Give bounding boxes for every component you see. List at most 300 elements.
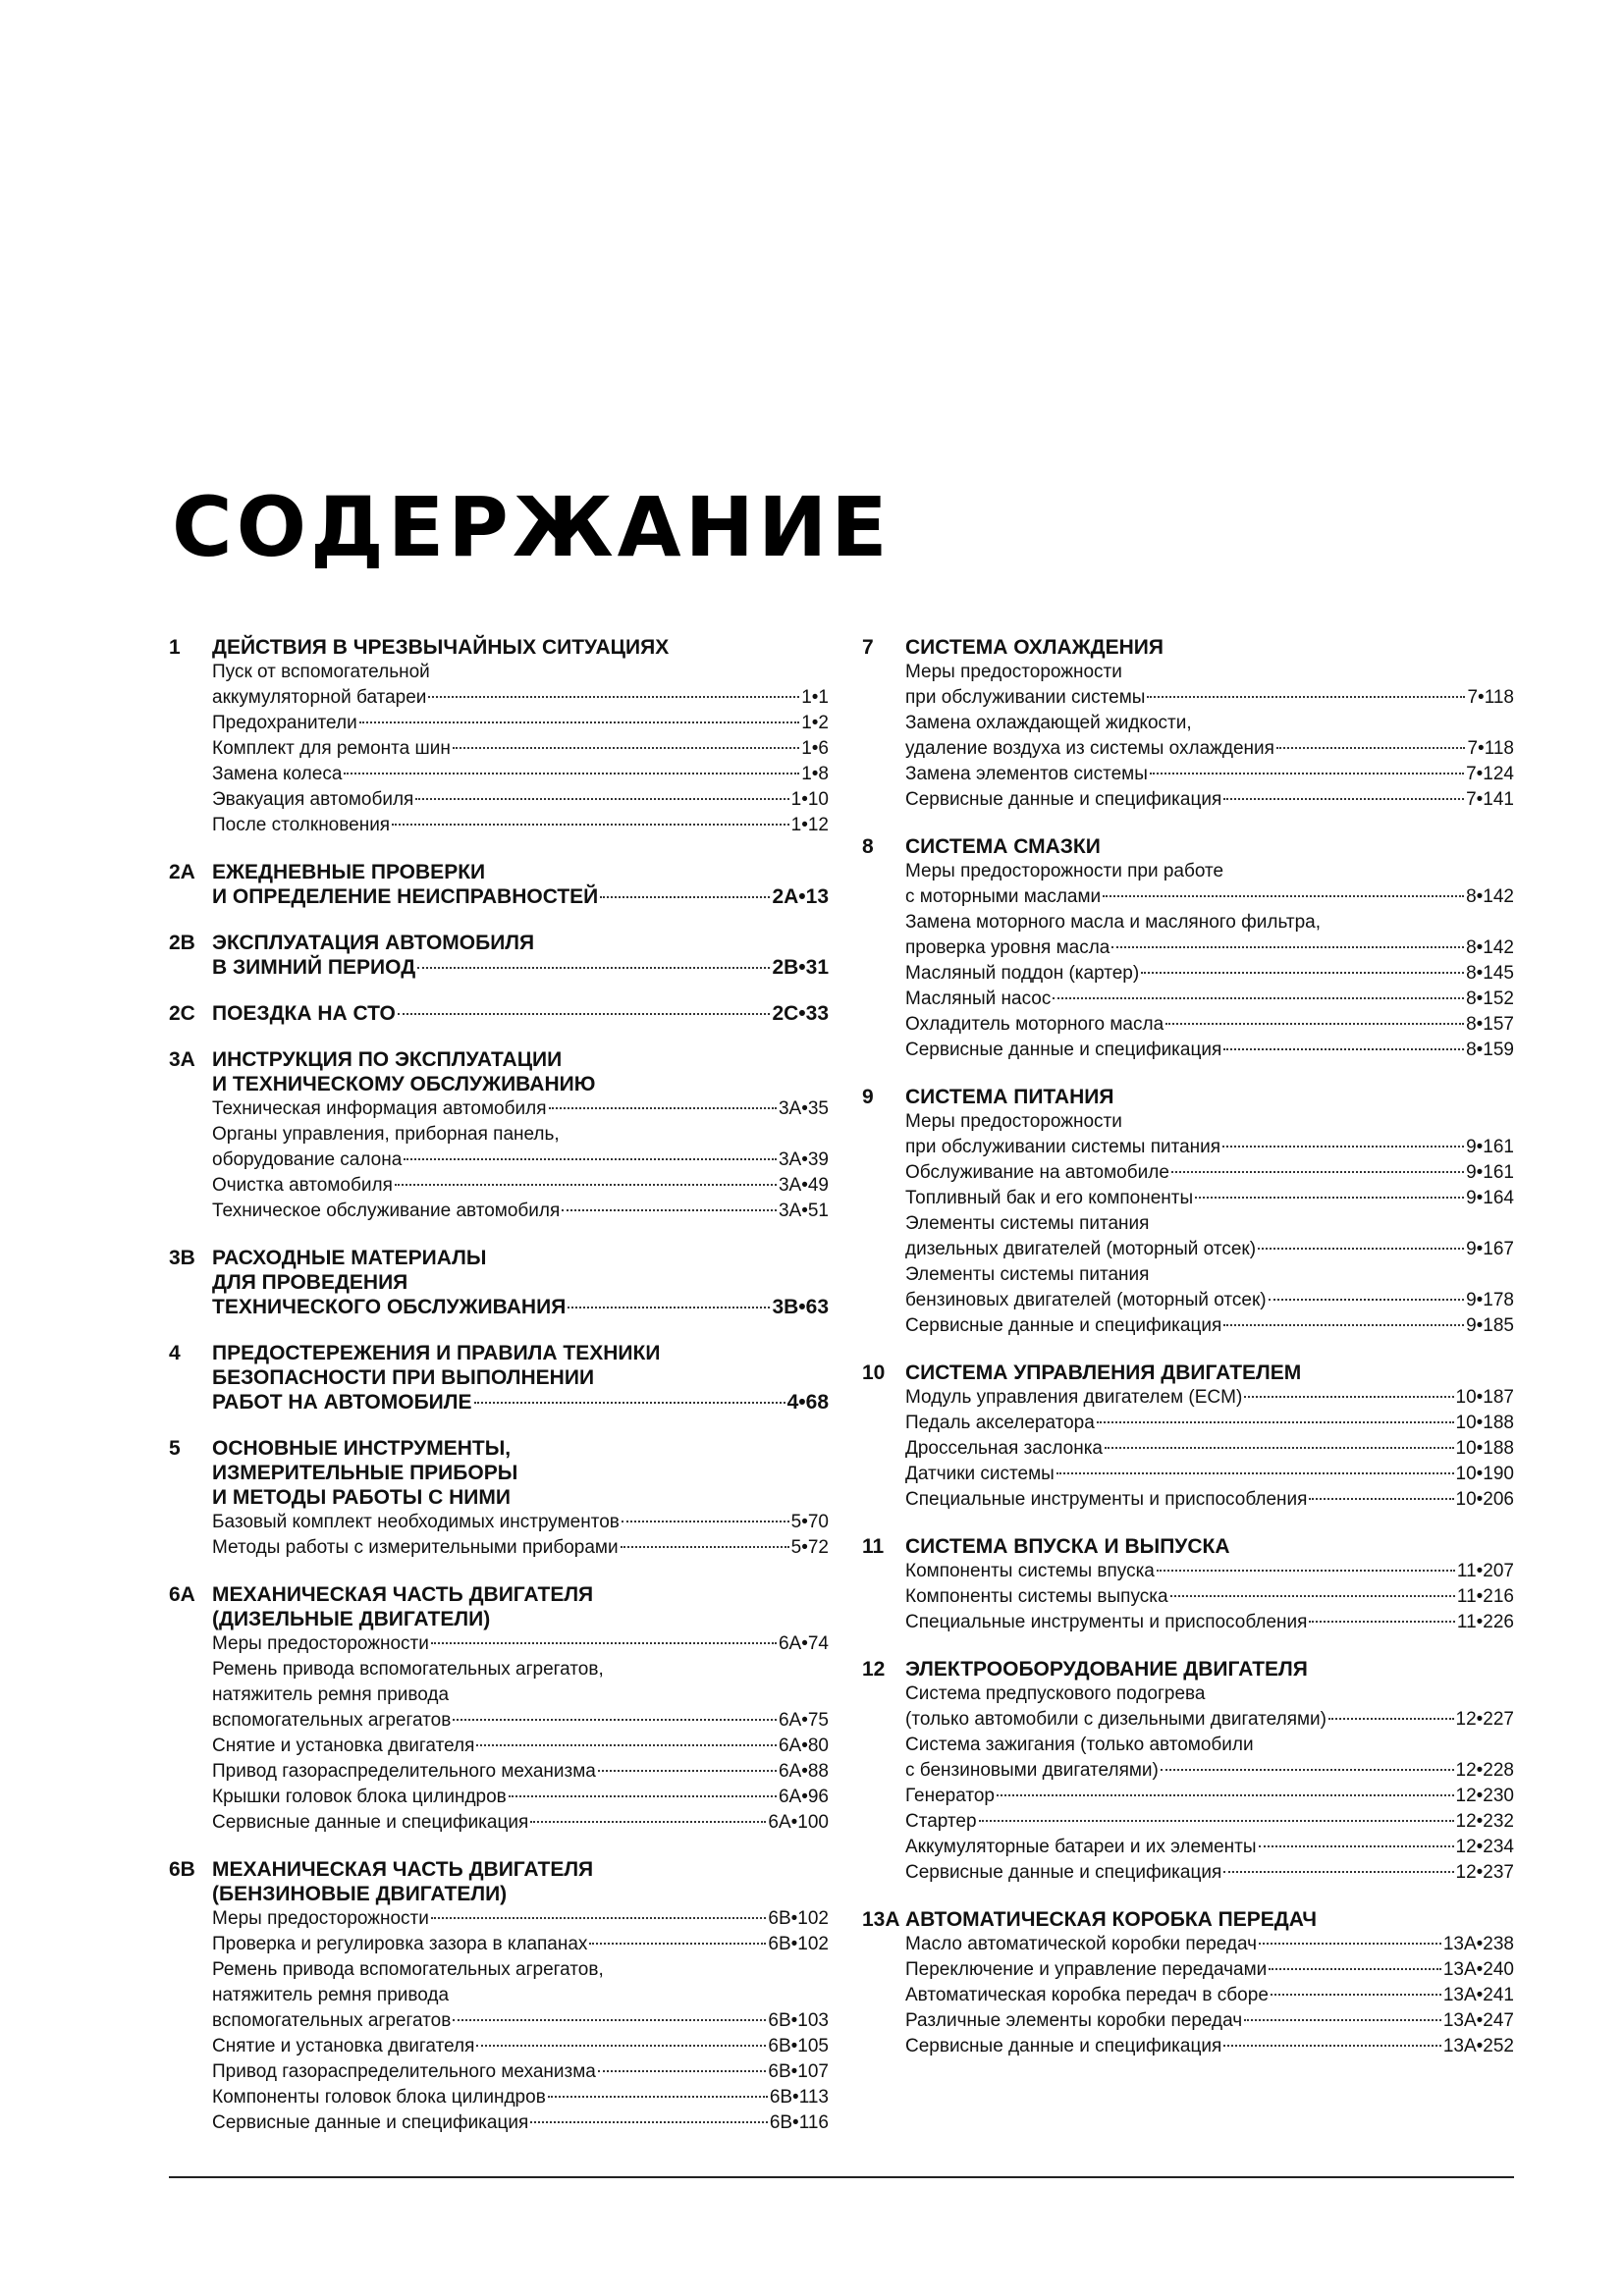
entry-label: Масляный поддон (картер)	[905, 963, 1140, 984]
toc-entry[interactable]	[212, 1510, 829, 1535]
chapter-main	[905, 1361, 1514, 1513]
dot-leader	[997, 1794, 1454, 1796]
page-number: 6A•75	[778, 1710, 829, 1731]
toc-entry[interactable]	[905, 1462, 1514, 1487]
entry-line	[905, 1983, 1514, 2008]
chapter-number: 2A	[169, 861, 195, 883]
page-number: 6B•103	[768, 2010, 829, 2031]
chapter-number: 6B	[169, 1858, 195, 1881]
dot-leader	[1141, 972, 1464, 974]
chapter-title	[212, 1047, 829, 1096]
chapter-title	[212, 1001, 829, 1026]
page-number: 11•207	[1456, 1561, 1514, 1581]
page-number: 12•234	[1455, 1837, 1514, 1857]
toc-chapter	[169, 860, 829, 909]
chapter-title-line[interactable]	[212, 1295, 829, 1319]
page-number: 6A•80	[778, 1735, 829, 1756]
dot-leader	[530, 2121, 768, 2123]
page-number: 10•187	[1455, 1387, 1514, 1408]
toc-right-column	[862, 635, 1514, 2081]
entry-label: Охладитель моторного масла	[905, 1014, 1164, 1035]
page-number: 8•142	[1466, 937, 1514, 958]
dot-leader	[1244, 2019, 1441, 2021]
entry-line: Меры предосторожности	[905, 662, 1122, 682]
dot-leader	[1171, 1171, 1464, 1173]
entry-label: Генератор	[905, 1786, 995, 1806]
entry-line	[905, 1610, 1514, 1635]
entry-line: натяжитель ремня привода	[212, 1684, 450, 1705]
page-number: 6B•105	[768, 2036, 829, 2056]
dot-leader	[395, 1184, 777, 1186]
entry-line	[905, 1758, 1514, 1784]
page-number: 8•142	[1466, 886, 1514, 907]
entry-line	[212, 1631, 829, 1657]
toc-entry[interactable]	[905, 910, 1514, 961]
entry-line	[905, 2034, 1514, 2059]
chapter-title-line[interactable]	[212, 1001, 829, 1026]
page-number: 12•237	[1455, 1862, 1514, 1883]
chapter-title-line[interactable]	[212, 1390, 829, 1415]
chapter-number: 1	[169, 636, 181, 659]
chapter-title-line: ДЛЯ ПРОВЕДЕНИЯ	[212, 1271, 408, 1294]
entry-line	[905, 1462, 1514, 1487]
dot-leader	[404, 1158, 777, 1160]
entry-label: Автоматическая коробка передач в сборе	[905, 1985, 1269, 2005]
page-number: 13A•252	[1442, 2036, 1514, 2056]
toc-entry[interactable]	[905, 1610, 1514, 1635]
toc-entry[interactable]	[905, 961, 1514, 987]
chapter-title	[905, 1657, 1514, 1682]
entry-label: Предохранители	[212, 713, 357, 733]
toc-entry[interactable]	[905, 660, 1514, 711]
chapter-title	[212, 1436, 829, 1510]
entry-line	[905, 1809, 1514, 1835]
toc-entry[interactable]	[905, 1012, 1514, 1038]
page-number: 8•145	[1466, 963, 1514, 984]
toc-entry[interactable]	[905, 711, 1514, 762]
toc-chapter	[169, 1436, 829, 1561]
toc-entry[interactable]	[905, 1559, 1514, 1584]
entry-label: Масляный насос	[905, 988, 1052, 1009]
entry-label: Топливный бак и его компоненты	[905, 1188, 1194, 1208]
page-number: 6B•107	[768, 2061, 829, 2082]
dot-leader	[415, 798, 788, 800]
chapter-heading	[862, 1534, 1514, 1635]
toc-entry[interactable]	[212, 1759, 829, 1785]
entry-line	[212, 2034, 829, 2059]
chapter-number: 8	[862, 835, 874, 858]
entry-line	[212, 787, 829, 813]
entry-line	[905, 685, 1514, 711]
toc-entry[interactable]	[212, 1631, 829, 1657]
entry-line	[905, 884, 1514, 910]
chapter-main	[212, 1047, 829, 1224]
entry-label: Замена колеса	[212, 764, 343, 784]
dot-leader	[1223, 2045, 1441, 2047]
entry-label: Меры предосторожности	[212, 1908, 429, 1929]
entry-line	[905, 1237, 1514, 1262]
entry-line: Элементы системы питания	[905, 1213, 1150, 1234]
toc-entry[interactable]	[905, 1411, 1514, 1436]
entry-line	[212, 1148, 829, 1173]
entry-label: аккумуляторной батареи	[212, 687, 427, 708]
chapter-title-line[interactable]	[212, 884, 829, 909]
entry-line	[905, 1012, 1514, 1038]
entry-label: Компоненты головок блока цилиндров	[212, 2087, 546, 2108]
chapter-title-line: (БЕНЗИНОВЫЕ ДВИГАТЕЛИ)	[212, 1883, 508, 1905]
page-number: 1•6	[801, 738, 829, 759]
entry-label: Сервисные данные и спецификация	[905, 1315, 1222, 1336]
chapter-heading	[169, 1582, 829, 1836]
dot-leader	[1103, 895, 1464, 897]
page-number: 10•206	[1455, 1489, 1514, 1510]
chapter-title-line: ИНСТРУКЦИЯ ПО ЭКСПЛУАТАЦИИ	[212, 1048, 563, 1071]
entry-line	[905, 762, 1514, 787]
toc-entry[interactable]	[905, 1983, 1514, 2008]
toc-entry[interactable]	[905, 1160, 1514, 1186]
chapter-heading	[169, 1001, 829, 1026]
entry-label: Сервисные данные и спецификация	[212, 2112, 529, 2133]
toc-chapter	[169, 1246, 829, 1319]
entry-line	[905, 1411, 1514, 1436]
entry-label: Сервисные данные и спецификация	[905, 1862, 1222, 1883]
toc-entry[interactable]	[212, 1199, 829, 1224]
chapter-main	[212, 1857, 829, 2136]
chapter-title-line: СИСТЕМА УПРАВЛЕНИЯ ДВИГАТЕЛЕМ	[905, 1362, 1302, 1384]
chapter-number: 4	[169, 1342, 181, 1364]
chapter-title	[905, 1361, 1514, 1385]
dot-leader	[453, 2019, 766, 2021]
page-number: 5•70	[790, 1512, 829, 1532]
entry-line	[212, 1199, 829, 1224]
toc-entry[interactable]	[212, 1657, 829, 1734]
chapter-number: 6A	[169, 1583, 195, 1606]
entry-line: Замена моторного масла и масляного фильтра,	[905, 912, 1322, 933]
toc-entry[interactable]	[212, 1535, 829, 1561]
entry-line	[212, 1906, 829, 1932]
entry-line	[212, 2008, 829, 2034]
dot-leader	[1097, 1421, 1454, 1423]
toc-entry[interactable]	[212, 2110, 829, 2136]
bottom-rule	[169, 2176, 1514, 2178]
chapter-title-line: МЕХАНИЧЕСКАЯ ЧАСТЬ ДВИГАТЕЛЯ	[212, 1583, 594, 1606]
toc-entry[interactable]	[905, 762, 1514, 787]
toc-entry[interactable]	[212, 660, 829, 711]
page-title: СОДЕРЖАНИЕ	[172, 479, 892, 575]
page-number: 2B•31	[772, 956, 829, 979]
chapter-title	[212, 931, 829, 980]
dot-leader	[568, 1307, 770, 1308]
chapter-title-line: ИЗМЕРИТЕЛЬНЫЕ ПРИБОРЫ	[212, 1462, 518, 1484]
dot-leader	[476, 2045, 766, 2047]
entry-label: Датчики системы	[905, 1464, 1055, 1484]
toc-entry[interactable]	[905, 1809, 1514, 1835]
chapter-title-line[interactable]	[212, 955, 829, 980]
page-number: 3A•49	[778, 1175, 829, 1196]
entry-label: вспомогательных агрегатов	[212, 2010, 452, 2031]
toc-entry[interactable]	[905, 1186, 1514, 1211]
page-number: 1•1	[801, 687, 829, 708]
entry-label: Аккумуляторные батареи и их элементы	[905, 1837, 1257, 1857]
chapter-heading	[862, 635, 1514, 813]
toc-entry[interactable]	[905, 859, 1514, 910]
toc-entry[interactable]	[905, 1835, 1514, 1860]
page-number: 13A•241	[1442, 1985, 1514, 2005]
chapter-title-line: ЭКСПЛУАТАЦИЯ АВТОМОБИЛЯ	[212, 932, 535, 954]
entry-line	[905, 1559, 1514, 1584]
entry-line: Элементы системы питания	[905, 1264, 1150, 1285]
toc-entry[interactable]	[905, 2008, 1514, 2034]
toc-entry[interactable]	[212, 1734, 829, 1759]
entry-line	[905, 1932, 1514, 1957]
chapter-title	[905, 635, 1514, 660]
entry-line	[212, 2059, 829, 2085]
dot-leader	[600, 896, 770, 898]
chapter-number: 10	[862, 1362, 886, 1384]
page-number: 13A•247	[1442, 2010, 1514, 2031]
entry-label: Различные элементы коробки передач	[905, 2010, 1243, 2031]
entry-line	[905, 1160, 1514, 1186]
page-number: 6B•116	[769, 2112, 829, 2133]
page-number: 3B•63	[772, 1296, 829, 1318]
chapter-number: 7	[862, 636, 874, 659]
entry-label: Методы работы с измерительными приборами	[212, 1537, 619, 1558]
entry-label: Очистка автомобиля	[212, 1175, 393, 1196]
entry-line	[905, 2008, 1514, 2034]
entry-line	[905, 935, 1514, 961]
entry-line: Пуск от вспомогательной	[212, 662, 430, 682]
entry-label: Привод газораспределительного механизма	[212, 1761, 596, 1782]
toc-entry[interactable]	[212, 1957, 829, 2034]
chapter-title-line: (ДИЗЕЛЬНЫЕ ДВИГАТЕЛИ)	[212, 1608, 491, 1630]
toc-entry[interactable]	[212, 762, 829, 787]
page-number: 9•167	[1466, 1239, 1514, 1259]
toc-entry[interactable]	[212, 787, 829, 813]
toc-entry[interactable]	[905, 1932, 1514, 1957]
toc-entry[interactable]	[212, 2085, 829, 2110]
toc-entry[interactable]	[905, 1385, 1514, 1411]
dot-leader	[428, 696, 799, 698]
dot-leader	[1269, 1968, 1441, 1970]
dot-leader	[548, 2096, 768, 2098]
page-number: 8•152	[1466, 988, 1514, 1009]
page-number: 8•159	[1466, 1040, 1514, 1060]
dot-leader	[1244, 1396, 1453, 1398]
entry-line	[212, 1096, 829, 1122]
dot-leader	[530, 1821, 766, 1823]
toc-entry[interactable]	[905, 1109, 1514, 1160]
dot-leader	[1269, 1299, 1464, 1301]
entry-line	[905, 987, 1514, 1012]
dot-leader	[1056, 1472, 1454, 1474]
page-number: 7•124	[1466, 764, 1514, 784]
dot-leader	[1309, 1498, 1453, 1500]
entry-label: при обслуживании системы питания	[905, 1137, 1221, 1157]
entry-label: при обслуживании системы	[905, 687, 1146, 708]
page-number: 12•230	[1455, 1786, 1514, 1806]
chapter-title-line: И ТЕХНИЧЕСКОМУ ОБСЛУЖИВАНИЮ	[212, 1073, 596, 1095]
chapter-title-line: ОСНОВНЫЕ ИНСТРУМЕНТЫ,	[212, 1437, 512, 1460]
toc-entry[interactable]	[212, 736, 829, 762]
toc-entry[interactable]	[905, 1262, 1514, 1313]
toc-entry[interactable]	[212, 2059, 829, 2085]
chapter-title-line: СИСТЕМА ПИТАНИЯ	[905, 1086, 1114, 1108]
dot-leader	[1328, 1718, 1454, 1720]
dot-leader	[1165, 1023, 1464, 1025]
page-number: 3A•39	[778, 1149, 829, 1170]
dot-leader	[453, 1719, 777, 1721]
chapter-title	[212, 1582, 829, 1631]
dot-leader	[1150, 773, 1464, 774]
chapter-title-text: ПОЕЗДКА НА СТО	[212, 1002, 396, 1025]
chapter-title	[905, 1085, 1514, 1109]
chapter-number: 5	[169, 1437, 181, 1460]
entry-label: оборудование салона	[212, 1149, 403, 1170]
page-number: 2A•13	[772, 885, 829, 908]
toc-entry[interactable]	[212, 1906, 829, 1932]
page-number: 2C•33	[772, 1002, 829, 1025]
entry-line	[212, 1734, 829, 1759]
page-number: 8•157	[1466, 1014, 1514, 1035]
chapter-heading	[169, 1857, 829, 2136]
chapter-main	[905, 1907, 1514, 2059]
entry-line	[905, 1487, 1514, 1513]
dot-leader	[476, 1744, 777, 1746]
toc-chapter	[862, 1085, 1514, 1339]
chapter-number: 13A	[862, 1908, 900, 1931]
dot-leader	[509, 1795, 777, 1797]
dot-leader	[359, 721, 800, 723]
toc-entry[interactable]	[905, 1860, 1514, 1886]
page-number: 9•161	[1466, 1137, 1514, 1157]
toc-chapter	[862, 635, 1514, 813]
dot-leader	[417, 967, 770, 969]
chapter-number: 3A	[169, 1048, 195, 1071]
toc-entry[interactable]	[905, 1313, 1514, 1339]
chapter-heading	[862, 1361, 1514, 1513]
dot-leader	[598, 1770, 777, 1772]
page-number: 11•216	[1456, 1586, 1514, 1607]
toc-entry[interactable]	[212, 1932, 829, 1957]
dot-leader	[1223, 798, 1464, 800]
toc-entry[interactable]	[212, 1173, 829, 1199]
chapter-main	[212, 1246, 829, 1319]
dot-leader	[392, 824, 789, 826]
entry-line	[905, 961, 1514, 987]
chapter-title-line: ДЕЙСТВИЯ В ЧРЕЗВЫЧАЙНЫХ СИТУАЦИЯХ	[212, 636, 670, 659]
entry-label: Обслуживание на автомобиле	[905, 1162, 1169, 1183]
toc-entry[interactable]	[905, 787, 1514, 813]
entry-line	[212, 1810, 829, 1836]
toc-chapter	[169, 1857, 829, 2136]
toc-entry[interactable]	[212, 1122, 829, 1173]
entry-line	[905, 1584, 1514, 1610]
chapter-main	[212, 1436, 829, 1561]
toc-entry[interactable]	[212, 711, 829, 736]
toc-entry[interactable]	[212, 1785, 829, 1810]
page-number: 9•164	[1466, 1188, 1514, 1208]
toc-chapter	[862, 1907, 1514, 2059]
toc-entry[interactable]	[905, 1733, 1514, 1784]
toc-entry[interactable]	[212, 1810, 829, 1836]
chapter-title-line: СИСТЕМА ВПУСКА И ВЫПУСКА	[905, 1535, 1230, 1558]
chapter-title-line: ПРЕДОСТЕРЕЖЕНИЯ И ПРАВИЛА ТЕХНИКИ	[212, 1342, 661, 1364]
dot-leader	[431, 1642, 777, 1644]
toc-entry[interactable]	[905, 1487, 1514, 1513]
toc-entry[interactable]	[905, 1682, 1514, 1733]
entry-label: Снятие и установка двигателя	[212, 2036, 475, 2056]
toc-entry[interactable]	[212, 1096, 829, 1122]
page-number: 11•226	[1456, 1612, 1514, 1632]
entry-line	[212, 1932, 829, 1957]
toc-entry[interactable]	[212, 2034, 829, 2059]
entry-line	[212, 1785, 829, 1810]
chapter-heading	[862, 1085, 1514, 1339]
toc-entry[interactable]	[212, 813, 829, 838]
toc-entry[interactable]	[905, 1957, 1514, 1983]
page-number: 6A•96	[778, 1787, 829, 1807]
page-number: 12•227	[1455, 1709, 1514, 1730]
chapter-title-line: ЕЖЕДНЕВНЫЕ ПРОВЕРКИ	[212, 861, 486, 883]
dot-leader	[1222, 1146, 1464, 1148]
page-number: 9•185	[1466, 1315, 1514, 1336]
entry-label: (только автомобили с дизельными двигателями)	[905, 1709, 1326, 1730]
entry-label: дизельных двигателей (моторный отсек)	[905, 1239, 1257, 1259]
toc-entry[interactable]	[905, 2034, 1514, 2059]
entry-label: Специальные инструменты и приспособления	[905, 1489, 1308, 1510]
chapter-title-text: В ЗИМНИЙ ПЕРИОД	[212, 956, 416, 979]
page-number: 9•161	[1466, 1162, 1514, 1183]
dot-leader	[344, 773, 799, 774]
dot-leader	[1161, 1769, 1454, 1771]
entry-line: Органы управления, приборная панель,	[212, 1124, 560, 1145]
page-number: 10•188	[1455, 1413, 1514, 1433]
chapter-title	[905, 1907, 1514, 1932]
entry-line	[905, 1288, 1514, 1313]
toc-entry[interactable]	[905, 1038, 1514, 1063]
page-number: 13A•238	[1442, 1934, 1514, 1954]
toc-entry[interactable]	[905, 987, 1514, 1012]
dot-leader	[1259, 1943, 1441, 1945]
toc-entry[interactable]	[905, 1784, 1514, 1809]
page-number: 9•178	[1466, 1290, 1514, 1310]
page-number: 1•2	[801, 713, 829, 733]
entry-line	[212, 762, 829, 787]
entry-line	[212, 1510, 829, 1535]
toc-entry[interactable]	[905, 1584, 1514, 1610]
chapter-title-text: ТЕХНИЧЕСКОГО ОБСЛУЖИВАНИЯ	[212, 1296, 567, 1318]
entry-label: Замена элементов системы	[905, 764, 1148, 784]
dot-leader	[1157, 1570, 1455, 1572]
chapter-title-line: СИСТЕМА СМАЗКИ	[905, 835, 1101, 858]
toc-entry[interactable]	[905, 1211, 1514, 1262]
entry-line: Система зажигания (только автомобили	[905, 1735, 1254, 1755]
dot-leader	[1053, 997, 1464, 999]
entry-line	[905, 1784, 1514, 1809]
chapter-number: 11	[862, 1535, 885, 1558]
dot-leader	[431, 1917, 767, 1919]
toc-entry[interactable]	[905, 1436, 1514, 1462]
entry-line	[212, 813, 829, 838]
entry-line	[212, 1759, 829, 1785]
chapter-main	[212, 931, 829, 980]
page-number: 10•188	[1455, 1438, 1514, 1459]
chapter-number: 2B	[169, 932, 195, 954]
entry-line	[905, 1707, 1514, 1733]
chapter-title	[905, 1534, 1514, 1559]
dot-leader	[1309, 1621, 1455, 1623]
chapter-heading	[862, 1657, 1514, 1886]
